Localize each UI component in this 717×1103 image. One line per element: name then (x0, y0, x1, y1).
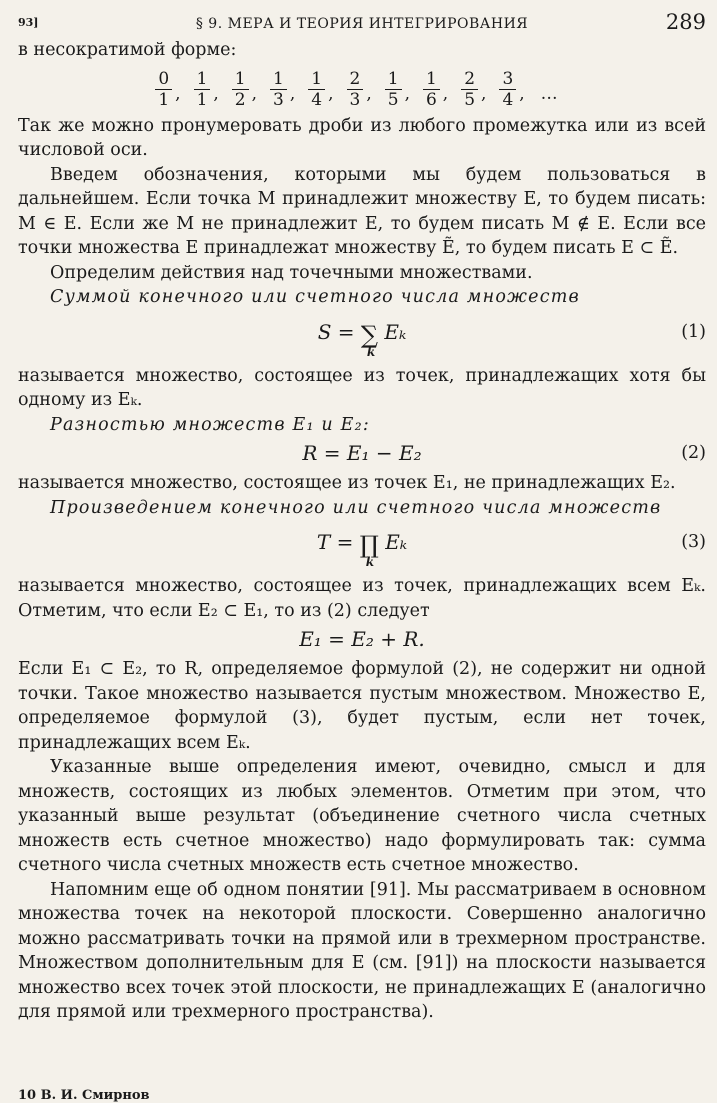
after-difference-text: называется множество, состоящее из точек E₁, не принадлежащих E₂. (18, 473, 676, 493)
fraction-separator: , (442, 84, 449, 104)
fraction-denominator: 4 (502, 89, 514, 110)
fraction-separator: , (328, 84, 334, 104)
fraction-denominator: 2 (234, 89, 246, 110)
formula-3-rhs: Eₖ (385, 530, 408, 554)
paragraph-1: Так же можно пронумеровать дроби из любого промежутка или из всей числовой оси. (18, 115, 706, 160)
paragraph-operations: Определим действия над точечными множествами. (50, 262, 533, 283)
fraction (308, 69, 325, 110)
product-index: k (365, 555, 375, 569)
fraction (499, 69, 516, 110)
fraction (232, 69, 249, 110)
paragraph-complement: Напомним еще об одном понятии [91]. Мы рассматриваем в основном множества точек на некоторой плоскости. Совершенно аналогично можно рассматривать точки на прямой или в трехмерном пространстве. Множеством дополнительным для E (см. [91]) на плоскости называется множество всех точек этой плоскости, не принадлежащих E (аналогично для прямой или трехмерного пространства). (18, 879, 706, 1022)
fraction (423, 69, 440, 110)
fraction-separator: , (175, 84, 181, 104)
fraction (155, 69, 172, 110)
formula-3-label: (3) (681, 532, 706, 552)
formula-2-label: (2) (681, 443, 706, 463)
fraction (194, 69, 211, 110)
formula-3-lhs: T = (316, 530, 354, 554)
page-number: 289 (665, 10, 706, 34)
fraction-denominator: 1 (158, 89, 170, 110)
fraction-denominator: 4 (311, 89, 323, 110)
sum-index: k (366, 344, 376, 359)
fraction-separator: , (213, 84, 219, 104)
formula-1-lhs: S = (317, 319, 355, 344)
fraction-numerator: 3 (499, 69, 516, 90)
paragraph-general-elements: Указанные выше определения имеют, очевидно, смысл и для множеств, состоящих из любых элементов. Отметим при этом, что указанный выше результат (объединение счетного числа счетных множеств есть счетное множество) надо формулировать так: сумма счетного числа счетных множеств есть счетное множество. (18, 757, 706, 875)
after-product-text: называется множество, состоящее из точек, принадлежащих всем Eₖ. Отметим, что если E₂ ⊂ E₁, то из (2) следует (18, 576, 706, 621)
fraction (385, 69, 402, 110)
paragraph-notation: Введем обозначения, которыми мы будем пользоваться в дальнейшем. Если точка M принадлежит множеству E, то будем писать: M ∈ E. Если же M не принадлежит E, то будем писать M ∉ E. Если все точки множества E принадлежат множеству Ẽ, то будем писать E ⊂ Ẽ. (18, 164, 706, 258)
fraction-numerator: 1 (194, 69, 211, 90)
fraction-denominator: 3 (349, 89, 361, 110)
fraction-separator: , (519, 84, 525, 104)
paragraph-empty-set: Если E₁ ⊂ E₂, то R, определяемое формулой (2), не содержит ни одной точки. Такое множество называется пустым множеством. Множество E, определяемое формулой (3), будет пустым, если нет точек, принадлежащих всем Eₖ. (18, 659, 706, 753)
fraction-numerator: 1 (385, 69, 402, 90)
signature-footer: 10 В. И. Смирнов (18, 1088, 150, 1103)
product-definition-intro: Произведением конечного или счетного числа множеств (50, 497, 662, 518)
fraction-separator: , (251, 84, 258, 104)
fraction-denominator: 5 (387, 89, 399, 110)
product-operator: ∏ (359, 531, 379, 559)
fraction (461, 69, 478, 110)
fraction-denominator: 6 (425, 89, 437, 110)
fraction-separator: , (289, 84, 296, 104)
formula-2-body: R = E₁ − E₂ (302, 441, 422, 465)
fraction-denominator: 1 (196, 89, 208, 110)
formula-2 (18, 437, 706, 471)
fraction (347, 69, 364, 110)
fraction-numerator: 1 (308, 69, 325, 90)
running-header (18, 10, 706, 38)
chapter-title: § 9. МЕРА И ТЕОРИЯ ИНТЕГРИРОВАНИЯ (195, 16, 529, 32)
fraction-denominator: 3 (273, 89, 284, 110)
fraction-numerator: 1 (232, 69, 249, 90)
fraction-numerator: 2 (347, 69, 364, 90)
after-sum-text: называется множество, состоящее из точек, принадлежащих хотя бы одному из Eₖ. (18, 365, 706, 410)
book-page (18, 10, 706, 1025)
sum-definition-intro: Суммой конечного или счетного числа множеств (50, 287, 580, 307)
sum-operator: ∑ (360, 320, 379, 349)
formula-1-label: (1) (681, 321, 706, 342)
fraction-separator: , (366, 84, 372, 104)
formula-4-body: E₁ = E₂ + R. (299, 627, 425, 651)
formula-3 (18, 520, 706, 574)
formula-1-rhs: Eₖ (384, 319, 407, 344)
fraction-numerator: 1 (270, 69, 287, 90)
fraction-denominator: 5 (464, 89, 476, 110)
formula-1 (18, 310, 706, 364)
section-mark: 93] (18, 16, 39, 29)
fraction-ellipsis: … (540, 84, 558, 104)
formula-4 (18, 623, 706, 657)
intro-line: в несократимой форме: (18, 40, 237, 60)
fraction-numerator: 2 (461, 69, 478, 90)
difference-definition-intro: Разностью множеств E₁ и E₂: (50, 414, 370, 435)
fraction-numerator: 0 (155, 69, 172, 90)
fraction-separator: , (481, 84, 487, 104)
fraction-numerator: 1 (423, 69, 440, 90)
fraction-sequence (96, 69, 616, 110)
fraction-separator: , (404, 84, 410, 104)
fraction (270, 69, 287, 110)
